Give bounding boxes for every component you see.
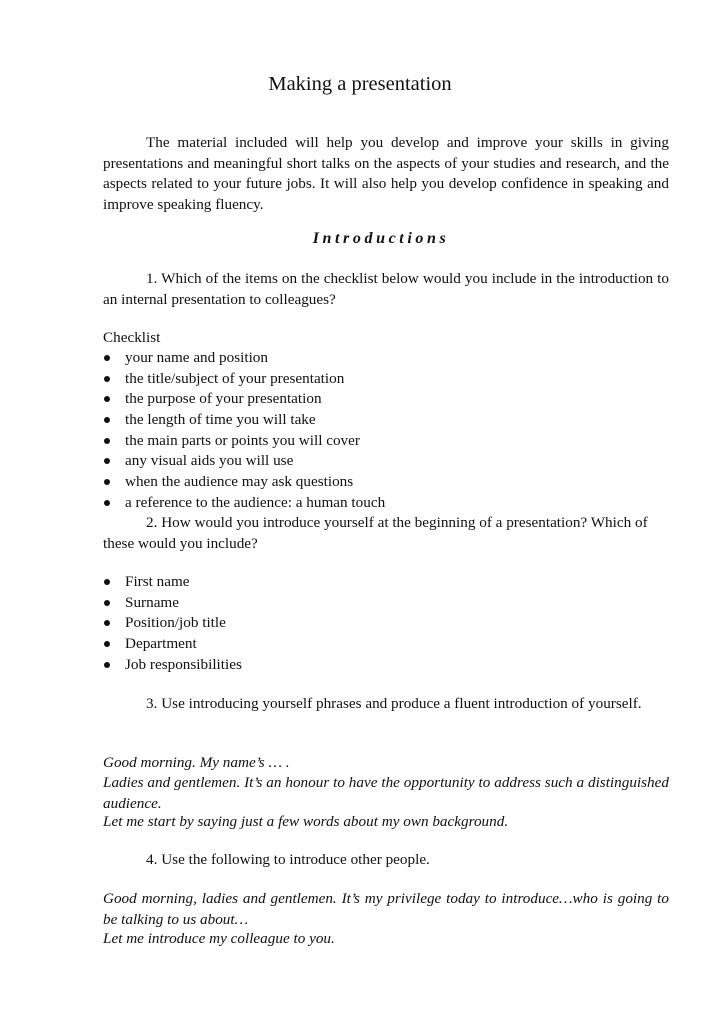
checklist-label: Checklist [103,329,161,346]
example-phrase: Good morning. My name’s … . [103,754,290,771]
question-2: 2. How would you introduce yourself at the beginning of a presentation? Which of these would you include? [103,514,648,552]
list-item: the length of time you will take [103,410,385,431]
list-item: when the audience may ask questions [103,472,385,493]
list-item: your name and position [103,348,385,369]
list-item: Surname [103,593,242,614]
example-phrase: Let me start by saying just a few words about my own background. [103,813,509,830]
question-3: 3. Use introducing yourself phrases and produce a fluent introduction of yourself. [146,695,642,712]
list-item: any visual aids you will use [103,451,385,472]
list-item: Job responsibilities [103,655,242,676]
list-item: the title/subject of your presentation [103,369,385,390]
intro-paragraph: The material included will help you develop and improve your skills in giving presentations and meaningful short talks on the aspects of your studies and research, and the aspects related to your future jobs. It will also help you develop confidence in speaking and improve speaking fluency. [103,134,669,213]
question-1: 1. Which of the items on the checklist below would you include in the introduction to an internal presentation to colleagues? [103,270,669,308]
list-item: Position/job title [103,613,242,634]
question-4: 4. Use the following to introduce other people. [146,851,430,868]
page-title: Making a presentation [268,73,452,95]
list-item: the purpose of your presentation [103,389,385,410]
list-item: First name [103,572,242,593]
list-item: Department [103,634,242,655]
example-phrase: Ladies and gentlemen. It’s an honour to have the opportunity to address such a distinguished audience. [103,774,669,812]
example-phrase: Let me introduce my colleague to you. [103,930,335,947]
q2-list [103,572,242,675]
list-item: the main parts or points you will cover [103,431,385,452]
list-item: a reference to the audience: a human touch [103,493,385,514]
checklist [103,348,385,513]
example-phrase: Good morning, ladies and gentlemen. It’s my privilege today to introduce…who is going to be talking to us about… [103,890,669,928]
section-heading: Introductions [312,230,450,247]
